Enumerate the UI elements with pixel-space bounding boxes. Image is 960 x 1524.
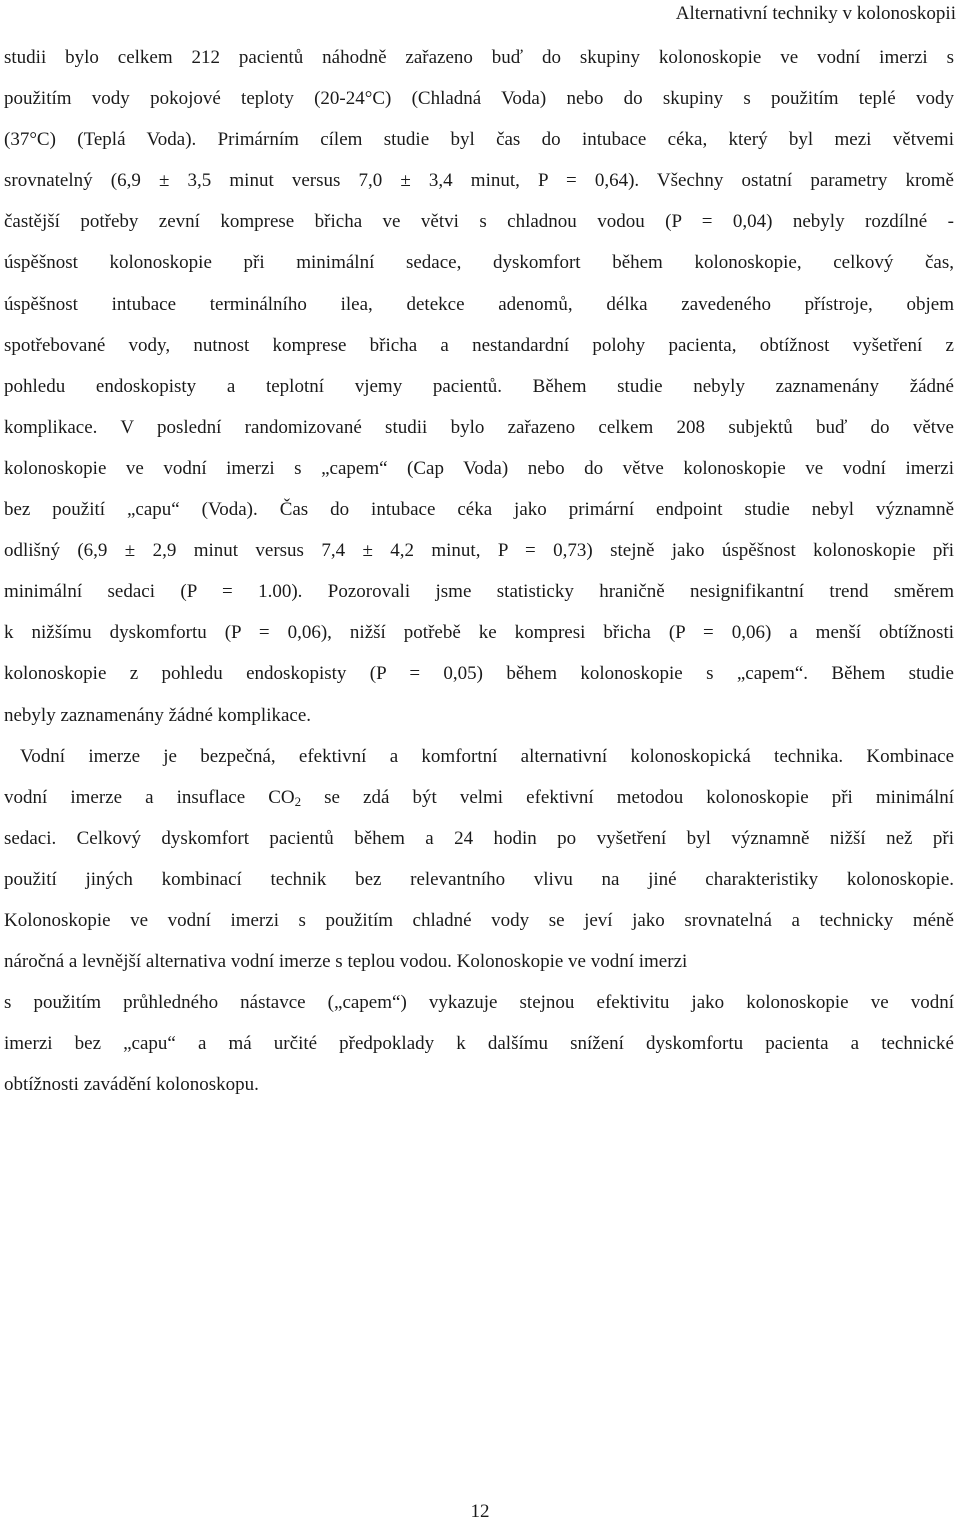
body-text <box>4 37 954 1105</box>
text-line: kolonoskopie ve vodní imerzi s „capem“ (Cap Voda) nebo do větve kolonoskopie ve vodní imerzi <box>4 457 954 479</box>
text-line: minimální sedaci (P = 1.00). Pozorovali jsme statisticky hraničně nesignifikantní trend směrem <box>4 581 954 603</box>
subscript-two: 2 <box>294 793 302 809</box>
text-line: komplikace. V poslední randomizované studii bylo zařazeno celkem 208 subjektů buď do větve <box>4 416 954 438</box>
text-line: úspěšnost intubace terminálního ilea, detekce adenomů, délka zavedeného přístroje, objem <box>4 293 954 315</box>
text-line-with-subscript <box>4 777 954 818</box>
text-segment: se zdá být velmi efektivní metodou kolonoskopie při minimální <box>301 786 954 808</box>
text-line: častější potřeby zevní komprese břicha ve větvi s chladnou vodou (P = 0,04) nebyly rozdílné - <box>4 211 954 233</box>
text-line: použití jiných kombinací technik bez relevantního vlivu na jiné charakteristiky kolonoskopie. <box>4 868 954 890</box>
text-segment: vodní imerze a insuflace CO <box>4 786 295 808</box>
running-header-title: Alternativní techniky v kolonoskopii <box>675 3 956 24</box>
text-line: nebyly zaznamenány žádné komplikace. <box>4 704 312 726</box>
text-line: úspěšnost kolonoskopie při minimální sedace, dyskomfort během kolonoskopie, celkový čas, <box>4 252 954 274</box>
text-line: srovnatelný (6,9 ± 3,5 minut versus 7,0 ± 3,4 minut, P = 0,64). Všechny ostatní parametry kromě <box>4 170 954 192</box>
text-line: obtížnosti zavádění kolonoskopu. <box>4 1074 259 1096</box>
text-line: sedaci. Celkový dyskomfort pacientů během a 24 hodin po vyšetření byl významně nižší než při <box>4 827 954 849</box>
text-line: pohledu endoskopisty a teplotní vjemy pacientů. Během studie nebyly zaznamenány žádné <box>4 375 954 397</box>
text-line: s použitím průhledného nástavce („capem“) vykazuje stejnou efektivitu jako kolonoskopie ve vodní <box>4 992 954 1014</box>
page-number: 12 <box>470 1501 490 1522</box>
text-line: náročná a levnější alternativa vodní imerze s teplou vodou. Kolonoskopie ve vodní imerzi <box>4 951 688 973</box>
text-line: k nižšímu dyskomfortu (P = 0,06), nižší potřebě ke kompresi břicha (P = 0,06) a menší obtížnosti <box>4 622 954 644</box>
text-line: Kolonoskopie ve vodní imerzi s použitím chladné vody se jeví jako srovnatelná a technicky méně <box>4 909 954 931</box>
text-line: použitím vody pokojové teploty (20-24°C) (Chladná Voda) nebo do skupiny s použitím teplé vody <box>4 88 954 110</box>
text-line: studii bylo celkem 212 pacientů náhodně zařazeno buď do skupiny kolonoskopie ve vodní imerzi s <box>4 47 954 68</box>
text-line-paragraph-start: Vodní imerze je bezpečná, efektivní a komfortní alternativní kolonoskopická technika. Kombinace <box>20 745 954 767</box>
text-line: (37°C) (Teplá Voda). Primárním cílem studie byl čas do intubace céka, který byl mezi větvemi <box>4 129 954 151</box>
text-line: bez použití „capu“ (Voda). Čas do intubace céka jako primární endpoint studie nebyl významně <box>4 499 954 521</box>
text-line: imerzi bez „capu“ a má určité předpoklady k dalšímu snížení dyskomfortu pacienta a technické <box>4 1033 954 1055</box>
text-line: spotřebované vody, nutnost komprese břicha a nestandardní polohy pacienta, obtížnost vyšetření z <box>4 334 954 356</box>
text-line: kolonoskopie z pohledu endoskopisty (P = 0,05) během kolonoskopie s „capem“. Během studie <box>4 663 954 685</box>
text-line: odlišný (6,9 ± 2,9 minut versus 7,4 ± 4,2 minut, P = 0,73) stejně jako úspěšnost kolonoskopie při <box>4 540 954 562</box>
